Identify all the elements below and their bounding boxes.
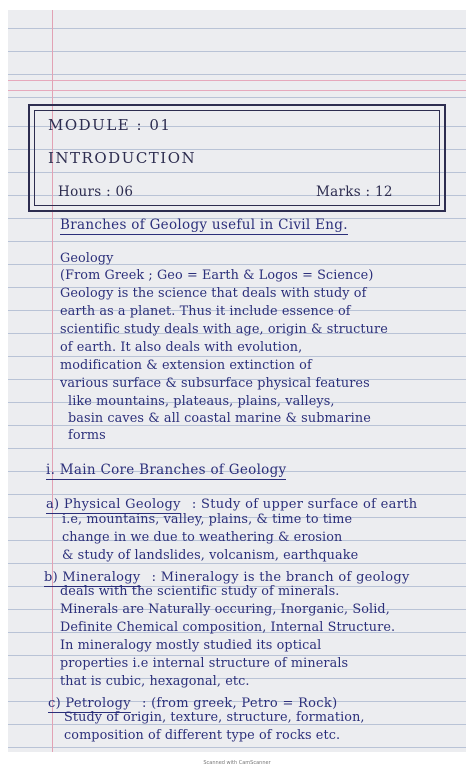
branch-line: In mineralogy mostly studied its optical xyxy=(60,638,322,653)
intro-line: forms xyxy=(68,428,106,443)
branch-title: c) Petrology xyxy=(48,696,131,711)
branch-line: change in we due to weathering & erosion xyxy=(62,530,343,545)
module-marks: Marks : 12 xyxy=(316,184,393,200)
branch-line: Minerals are Naturally occuring, Inorganic, Solid, xyxy=(60,602,390,617)
scanner-watermark: Scanned with CamScanner xyxy=(203,760,271,766)
branch-line: i.e, mountains, valley, plains, & time to time xyxy=(62,512,353,527)
page-heading: Branches of Geology useful in Civil Eng. xyxy=(60,217,348,233)
intro-line: modification & extension extinction of xyxy=(60,358,312,373)
top-rule-line xyxy=(8,80,466,81)
branch-line: & study of landslides, volcanism, earthquake xyxy=(62,548,359,563)
branch-petrology-head xyxy=(48,692,337,711)
module-title: INTRODUCTION xyxy=(48,149,197,167)
branch-line: that is cubic, hexagonal, etc. xyxy=(60,674,250,689)
branch-title: a) Physical Geology xyxy=(46,497,181,512)
intro-line: earth as a planet. Thus it include essence of xyxy=(60,304,351,319)
branch-line: composition of different type of rocks etc. xyxy=(64,728,341,743)
branch-physical-geology-head xyxy=(46,493,417,512)
top-rule-line xyxy=(8,90,466,91)
branch-line: Definite Chemical composition, Internal Structure. xyxy=(60,620,396,635)
module-info-box xyxy=(28,104,446,212)
section-heading: i. Main Core Branches of Geology xyxy=(46,462,287,478)
branch-description: : Mineralogy is the branch of geology xyxy=(151,570,410,585)
intro-line: Geology is the science that deals with study of xyxy=(60,286,367,301)
branch-mineralogy-head xyxy=(44,566,410,585)
intro-line: scientific study deals with age, origin & structure xyxy=(60,322,388,337)
branch-description: : Study of upper surface of earth xyxy=(191,497,418,512)
notebook-page xyxy=(8,10,466,752)
intro-line: basin caves & all coastal marine & submarine xyxy=(68,411,371,426)
branch-description: : (from greek, Petro = Rock) xyxy=(141,696,338,711)
intro-line: various surface & subsurface physical features xyxy=(60,376,370,391)
intro-line: like mountains, plateaus, plains, valleys, xyxy=(68,394,335,409)
intro-term: Geology xyxy=(60,251,114,266)
branch-line: properties i.e internal structure of minerals xyxy=(60,656,349,671)
module-number: MODULE : 01 xyxy=(48,116,172,134)
intro-line: of earth. It also deals with evolution, xyxy=(60,340,303,355)
intro-etymology: (From Greek ; Geo = Earth & Logos = Science) xyxy=(60,268,374,283)
branch-line: deals with the scientific study of minerals. xyxy=(60,584,340,599)
branch-line: Study of origin, texture, structure, formation, xyxy=(64,710,365,725)
branch-title: b) Mineralogy xyxy=(44,570,141,585)
module-hours: Hours : 06 xyxy=(58,184,134,200)
